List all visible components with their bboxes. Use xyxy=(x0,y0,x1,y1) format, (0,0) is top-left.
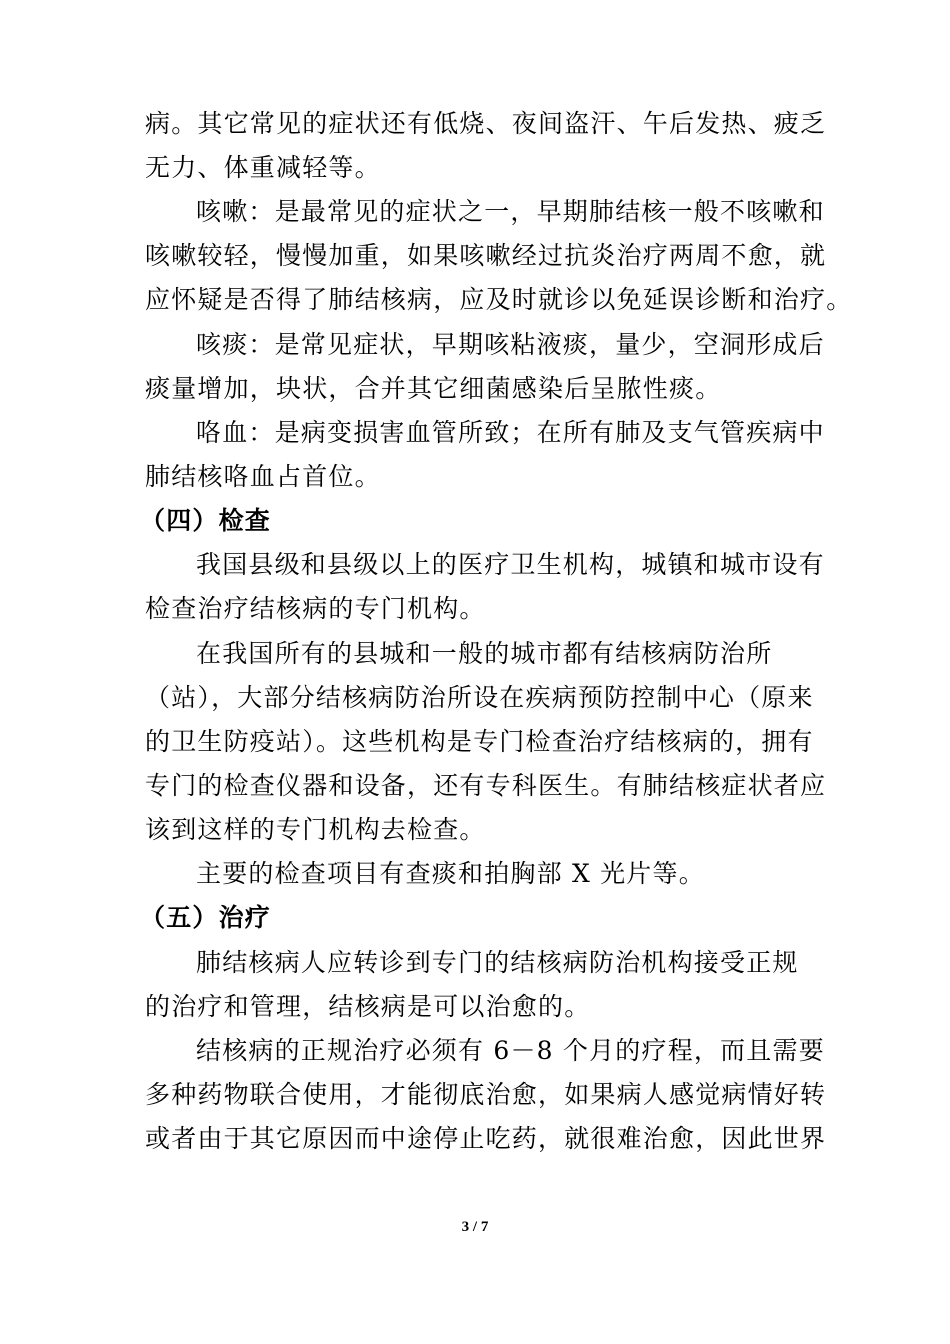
paragraph-line: 的卫生防疫站）。这些机构是专门检查治疗结核病的，拥有 xyxy=(145,727,814,756)
paragraph-line: 主要的检查项目有查痰和拍胸部 X 光片等。 xyxy=(196,859,705,888)
paragraph-line: 肺结核病人应转诊到专门的结核病防治机构接受正规 xyxy=(196,948,799,977)
paragraph-line: 病。其它常见的症状还有低烧、夜间盗汗、午后发热、疲乏 xyxy=(145,109,827,138)
paragraph-line: 咳嗽：是最常见的症状之一，早期肺结核一般不咳嗽和 xyxy=(196,197,825,226)
paragraph-line: 肺结核咯血占首位。 xyxy=(145,462,381,491)
paragraph-line: 专门的检查仪器和设备，还有专科医生。有肺结核症状者应 xyxy=(145,771,827,800)
paragraph-line: 痰量增加，块状，合并其它细菌感染后呈脓性痰。 xyxy=(145,374,722,403)
paragraph-line: 的治疗和管理，结核病是可以治愈的。 xyxy=(145,992,591,1021)
paragraph-line: 我国县级和县级以上的医疗卫生机构，城镇和城市设有 xyxy=(196,550,825,579)
section-heading: （四）检查 xyxy=(140,506,272,535)
paragraph-line: 在我国所有的县城和一般的城市都有结核病防治所 xyxy=(196,639,773,668)
paragraph-line: 咳嗽较轻，慢慢加重，如果咳嗽经过抗炎治疗两周不愈，就 xyxy=(145,241,827,270)
paragraph-line: 咯血：是病变损害血管所致；在所有肺及支气管疾病中 xyxy=(196,418,825,447)
paragraph-line: 无力、体重减轻等。 xyxy=(145,153,381,182)
paragraph-line: 该到这样的专门机构去检查。 xyxy=(145,815,486,844)
paragraph-line: 应怀疑是否得了肺结核病，应及时就诊以免延误诊断和治疗。 xyxy=(145,285,853,314)
paragraph-line: 检查治疗结核病的专门机构。 xyxy=(145,594,486,623)
paragraph-line: 多种药物联合使用，才能彻底治愈，如果病人感觉病情好转 xyxy=(145,1080,827,1109)
paragraph-line: 咳痰：是常见症状，早期咳粘液痰，量少，空洞形成后 xyxy=(196,330,825,359)
section-heading: （五）治疗 xyxy=(140,903,272,932)
page-number: 3 / 7 xyxy=(461,1219,489,1235)
paragraph-line: 或者由于其它原因而中途停止吃药，就很难治愈，因此世界 xyxy=(145,1124,827,1153)
paragraph-line: 结核病的正规治疗必须有 6－8 个月的疗程，而且需要 xyxy=(196,1036,825,1065)
paragraph-line: （站），大部分结核病防治所设在疾病预防控制中心（原来 xyxy=(145,683,814,712)
